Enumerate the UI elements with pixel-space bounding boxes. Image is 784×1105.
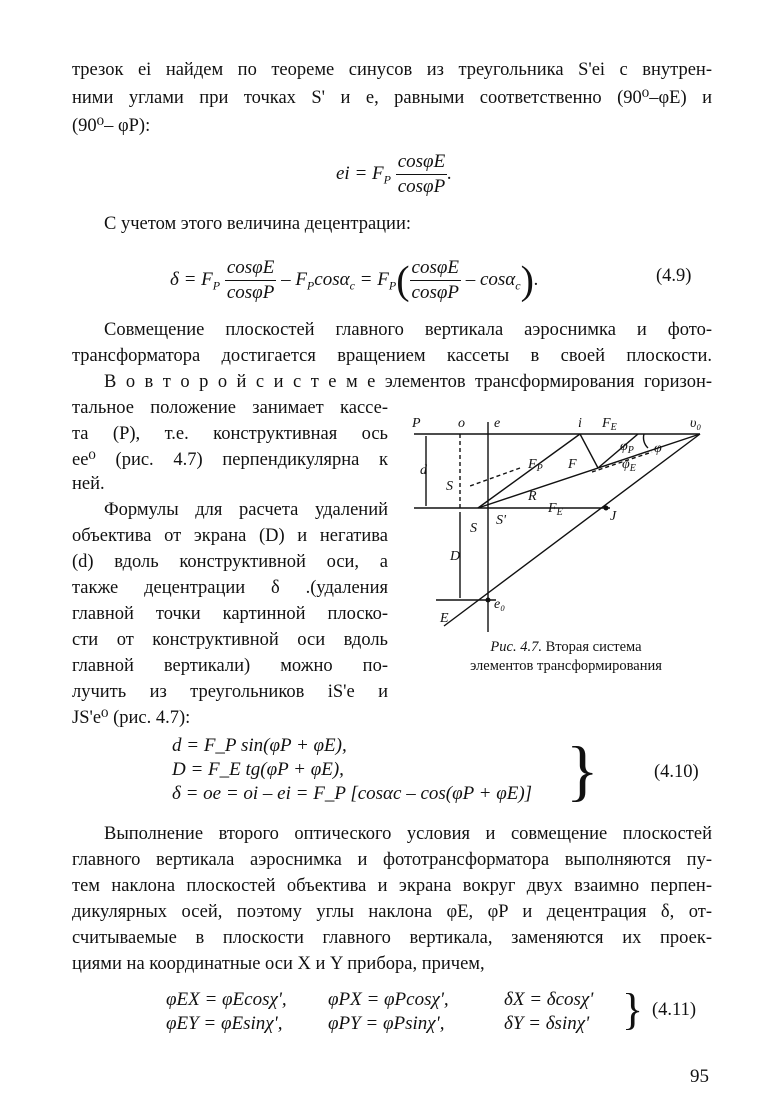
- segment-F: [580, 434, 598, 468]
- label-P: P: [412, 416, 421, 431]
- paragraph-line: ee⁰ (рис. 4.7) перпендикулярна к: [72, 450, 388, 470]
- equation-4-9: $\delta = F_P$ $\frac{\cos\varphi E}{\cos\varphi P}$ – $F_P\cos\alpha_c = F_P$( $\frac{\cos\varphi E}{\cos\varphi P}$ – cosα$_c$).: [170, 257, 539, 303]
- paragraph-line: (d) вдоль конструктивной оси, а: [72, 552, 388, 572]
- paragraph-line: С учетом этого величина децентрации:: [104, 214, 411, 234]
- label-o: o: [458, 416, 465, 431]
- label-FE-top: $F_E$: [602, 416, 617, 433]
- paragraph-line: дикулярных осей, поэтому углы наклона φE, φP и децентрация δ, от-: [72, 902, 712, 922]
- equation-4-11-cell: φPY = φPsinχ',: [328, 1013, 445, 1034]
- paragraph-line: главной вертикали) можно по-: [72, 656, 388, 676]
- point-J: [604, 506, 609, 511]
- label-v0: υ₀: [690, 416, 702, 431]
- equation-4-10-line: D = F_E tg(φP + φE),: [172, 759, 344, 780]
- equation-number: (4.9): [656, 266, 692, 286]
- paragraph-line: трезок ei найдем по теореме синусов из треугольника S'ei с внутрен-: [72, 60, 712, 80]
- page-number: 95: [690, 1066, 709, 1087]
- figure-4-7: [410, 412, 722, 644]
- equation-number: (4.10): [654, 762, 699, 782]
- label-E: E: [440, 611, 449, 626]
- label-FP: $F_P$: [528, 457, 543, 474]
- paragraph-line: трансформатора достигается вращением кассеты в своей плоскости.: [72, 346, 712, 366]
- equation-brace: }: [622, 985, 644, 1034]
- label-i: i: [578, 416, 582, 431]
- equation-4-11-cell: δX = δcosχ': [504, 989, 594, 1010]
- angle-arc: [643, 434, 648, 448]
- paragraph-line: сти от конструктивной оси вдоль: [72, 630, 388, 650]
- label-R: R: [528, 489, 537, 504]
- paragraph-line: циями на координатные оси X и Y прибора, причем,: [72, 954, 485, 974]
- paragraph-line: тем наклона плоскостей объектива и экрана вокруг двух взаимно перпен-: [72, 876, 712, 896]
- label-FE-mid: $F_E$: [548, 501, 563, 518]
- paragraph-line: главной точки картинной плоско-: [72, 604, 388, 624]
- figure-caption: Рис. 4.7. Вторая система: [490, 639, 642, 655]
- label-J: J: [610, 509, 617, 524]
- paragraph-line: объектива от экрана (D) и негатива: [72, 526, 388, 546]
- equation-brace: }: [566, 732, 599, 808]
- label-e0: e₀: [494, 597, 506, 612]
- label-e: e: [494, 416, 501, 431]
- equation-4-11-cell: φEX = φEcosχ',: [166, 989, 287, 1010]
- label-phiE: $\varphi_E$: [622, 457, 636, 474]
- equation-4-10-line: d = F_P sin(φP + φE),: [172, 735, 347, 756]
- paragraph-line: ними углами при точках S' и e, равными соответственно (90⁰–φE) и: [72, 88, 712, 108]
- label-D: D: [450, 549, 461, 564]
- label-S: S: [470, 521, 477, 536]
- paragraph-line: (90⁰– φP):: [72, 116, 151, 136]
- label-S-prime: S': [496, 513, 506, 528]
- paragraph-line: та (P), т.е. конструктивная ось: [72, 424, 388, 444]
- equation-number: (4.11): [652, 1000, 697, 1020]
- label-S-upper: S: [446, 479, 453, 494]
- paragraph-line: также децентрации δ .(удаления: [72, 578, 388, 598]
- figure-caption-line2: элементов трансформирования: [470, 658, 662, 674]
- equation-4-10-line: δ = oe = oi – ei = F_P [cosαc – cos(φP + φE)]: [172, 783, 533, 804]
- equation-ei: ei = $F_P$ $\frac{\cos\varphi E}{\cos\varphi P}$ .: [336, 151, 452, 197]
- paragraph-line: Совмещение плоскостей главного вертикала аэроснимка и фото-: [104, 320, 712, 340]
- equation-4-11-cell: δY = δsinχ': [504, 1013, 590, 1034]
- label-phiP: $\varphi_P$: [620, 439, 634, 456]
- paragraph-line: В о в т о р о й с и с т е м е элементов трансформирования горизон-: [104, 372, 712, 392]
- paragraph-line: тальное положение занимает кассе-: [72, 398, 388, 418]
- label-F: F: [568, 457, 577, 472]
- point-e0: [486, 598, 491, 603]
- fraction: $\frac{\cos\varphi E}{\cos\varphi P}$: [397, 151, 446, 197]
- equation-4-11-cell: φEY = φEsinχ',: [166, 1013, 283, 1034]
- label-d: d: [420, 463, 427, 478]
- paragraph-line: JS'e⁰ (рис. 4.7):: [72, 708, 191, 728]
- equation-4-11-cell: φPX = φPcosχ',: [328, 989, 449, 1010]
- paragraph-line: Выполнение второго оптического условия и совмещение плоскостей: [104, 824, 712, 844]
- paragraph-line: главного вертикала аэроснимка и фототрансформатора выполняются пу-: [72, 850, 712, 870]
- paragraph-line: ней.: [72, 474, 105, 494]
- paragraph-line: Формулы для расчета удалений: [104, 500, 388, 520]
- paragraph-line: лучить из треугольников iS'e и: [72, 682, 388, 702]
- label-phi: φ: [654, 441, 662, 456]
- paragraph-line: считываемые в плоскости главного вертикала, заменяются их проек-: [72, 928, 712, 948]
